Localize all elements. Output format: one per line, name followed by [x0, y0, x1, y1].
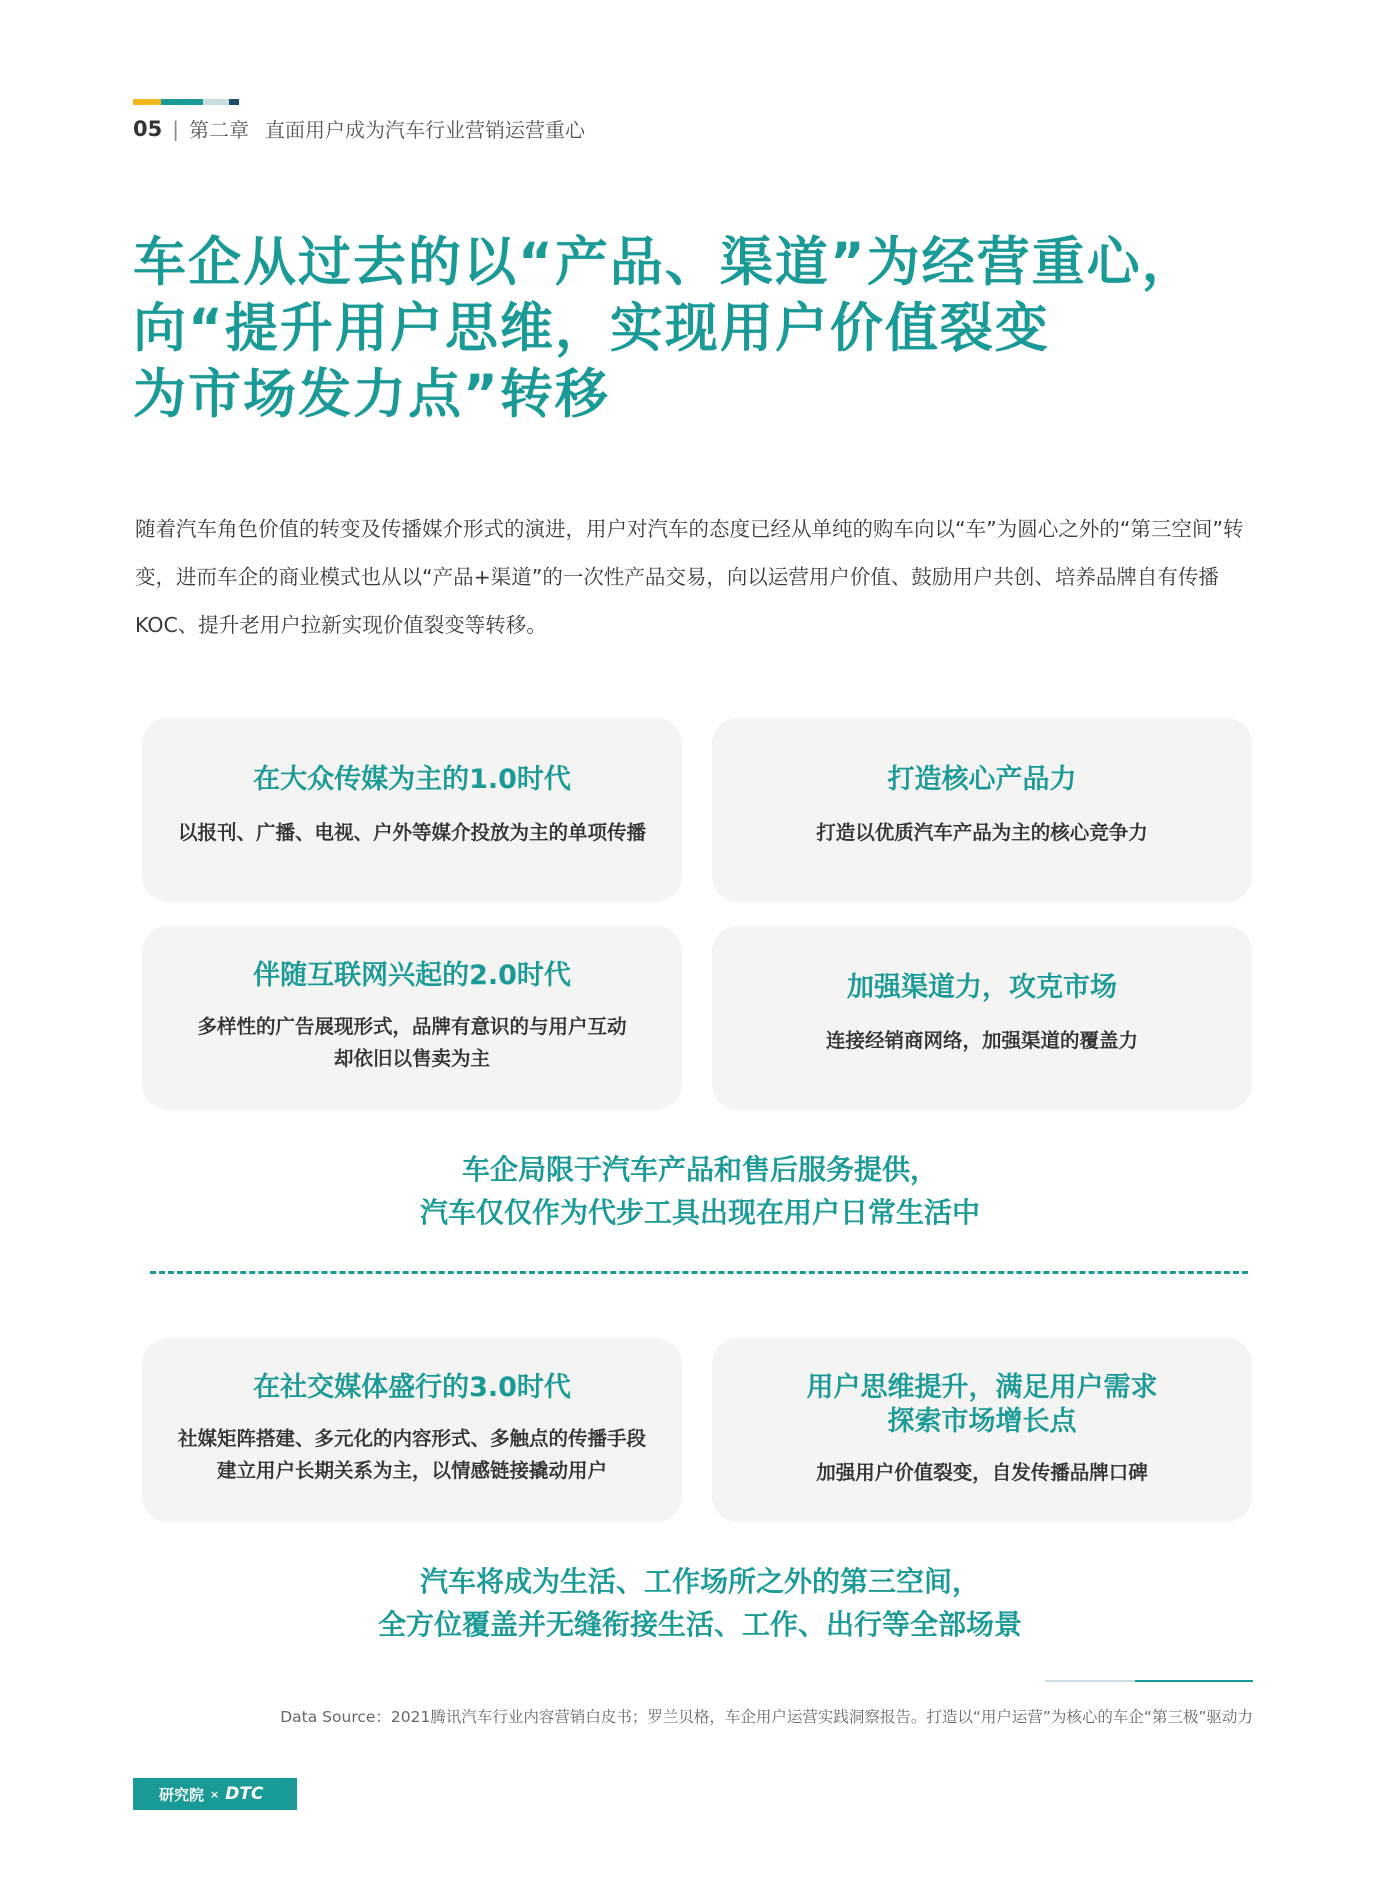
card-user-thinking: [712, 1338, 1252, 1522]
summary-line: 车企局限于汽车产品和售后服务提供，: [461, 1153, 938, 1186]
card-era-3: [142, 1338, 682, 1522]
logo-text-left: 研究院: [159, 1785, 205, 1804]
chapter-label: 第二章: [188, 118, 249, 142]
running-header: [133, 114, 585, 143]
card-title: 伴随互联网兴起的2.0时代: [253, 960, 571, 991]
card-title: 在大众传媒为主的1.0时代: [253, 764, 571, 795]
card-era-2: [142, 926, 682, 1110]
logo-cross: ×: [210, 1787, 220, 1801]
header-separator: |: [172, 116, 179, 141]
summary-after: [0, 1560, 1400, 1646]
chapter-title: 直面用户成为汽车行业营销运营重心: [264, 118, 585, 142]
card-desc: 加强用户价值裂变，自发传播品牌口碑: [816, 1461, 1148, 1484]
card-channel-power: [712, 926, 1252, 1110]
bar-light: [203, 99, 229, 105]
bar-teal: [161, 99, 203, 105]
page-number: 05: [133, 116, 163, 141]
source-rule-light: [1045, 1680, 1135, 1682]
card-desc: 打造以优质汽车产品为主的核心竞争力: [816, 821, 1148, 844]
intro-paragraph: 随着汽车角色价值的转变及传播媒介形式的演进，用户对汽车的态度已经从单纯的购车向以“车”为圆心之外的“第三空间”转变，进而车企的商业模式也从以“产品+渠道”的一次性产品交易，向以运营用户价值、鼓励用户共创、培养品牌自有传播KOC、提升老用户拉新实现价值裂变等转移。: [135, 517, 1244, 637]
header-color-bars: [133, 99, 243, 105]
dashed-divider: [150, 1271, 1248, 1274]
card-desc: 社媒矩阵搭建、多元化的内容形式、多触点的传播手段: [177, 1427, 646, 1450]
summary-line: 汽车仅仅作为代步工具出现在用户日常生活中: [419, 1196, 980, 1229]
summary-line: 全方位覆盖并无缝衔接生活、工作、出行等全部场景: [377, 1608, 1022, 1641]
summary-before: [0, 1148, 1400, 1234]
card-desc: 连接经销商网络，加强渠道的覆盖力: [825, 1029, 1138, 1052]
card-desc: 却依旧以售卖为主: [333, 1047, 490, 1070]
title-line: 车企从过去的以“产品、渠道”为经营重心，: [133, 232, 1197, 293]
bar-navy: [229, 99, 239, 105]
bar-yellow: [133, 99, 161, 105]
logo-text-right: DTC: [225, 1784, 264, 1804]
card-title: 探索市场增长点: [887, 1406, 1077, 1437]
source-rule-teal: [1135, 1680, 1253, 1682]
card-desc: 以报刊、广播、电视、户外等媒介投放为主的单项传播: [177, 821, 646, 844]
card-title: 用户思维提升，满足用户需求: [806, 1372, 1158, 1403]
card-desc: 建立用户长期关系为主，以情感链接撬动用户: [216, 1459, 607, 1482]
footer-logo: [133, 1778, 297, 1810]
title-line: 为市场发力点”转移: [133, 364, 610, 425]
title-line: 向“提升用户思维，实现用户价值裂变: [133, 298, 1050, 359]
data-source: Data Source：2021腾讯汽车行业内容营销白皮书；罗兰贝格，车企用户运营实践洞察报告。打造以“用户运营”为核心的车企“第三极”驱动力: [280, 1708, 1253, 1726]
page-title: [133, 230, 1283, 428]
card-product-power: [712, 718, 1252, 902]
card-desc: 多样性的广告展现形式，品牌有意识的与用户互动: [197, 1015, 627, 1038]
summary-line: 汽车将成为生活、工作场所之外的第三空间，: [419, 1565, 980, 1598]
card-title: 在社交媒体盛行的3.0时代: [253, 1372, 571, 1403]
card-title: 打造核心产品力: [887, 764, 1077, 795]
card-title: 加强渠道力，攻克市场: [847, 972, 1117, 1003]
card-era-1: [142, 718, 682, 902]
